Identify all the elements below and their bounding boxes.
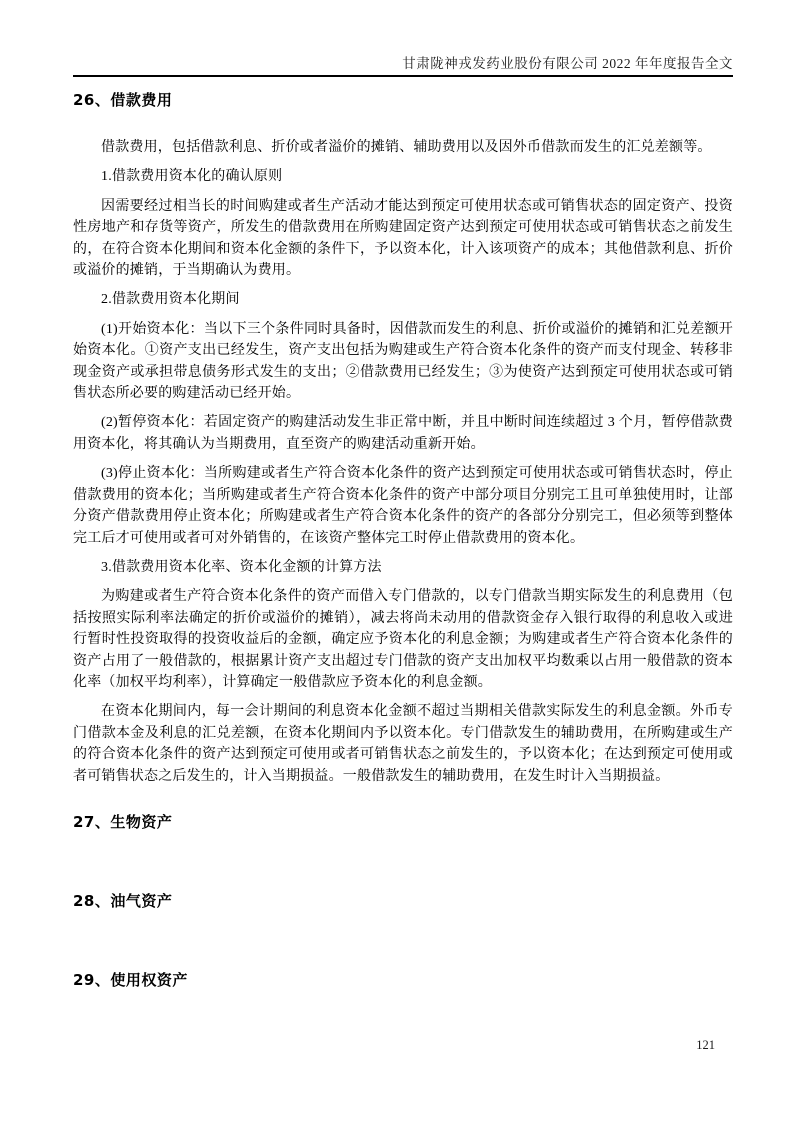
section-heading-29-right-of-use-assets: 29、使用权资产 [73, 970, 188, 989]
section-heading-27-biological-assets: 27、生物资产 [73, 812, 173, 831]
page-header-title: 甘肃陇神戎发药业股份有限公司 2022 年年度报告全文 [402, 56, 733, 71]
section-heading-28-oil-gas-assets: 28、油气资产 [73, 891, 173, 910]
subheading-capitalization-recognition-principle: 1.借款费用资本化的确认原则 [101, 169, 283, 185]
paragraph-capitalization-rate-body-2: 在资本化期间内，每一会计期间的利息资本化金额不超过当期相关借款实际发生的利息金额。外币专门借款本金及利息的汇兑差额，在资本化期间内予以资本化。专门借款发生的辅助费用，在所购建或生产的符合资本化条件的资产达到预定可使用或者可销售状态之前发生的，予以资本化；在达到预定可使用或者可销售状态之后发生的，计入当期损益。一般借款发生的辅助费用，在发生时计入当期损益。 [73, 704, 733, 784]
page-number: 121 [696, 1038, 715, 1052]
paragraph-capitalization-start: (1)开始资本化：当以下三个条件同时具备时，因借款而发生的利息、折价或溢价的摊销和汇兑差额开始资本化。①资产支出已经发生，资产支出包括为购建或生产符合资本化条件的资产而支付现金、转移非现金资产或承担带息债务形式发生的支出；②借款费用已经发生；③为使资产达到预定可使用状态或可销售状态所必要的购建活动已经开始。 [73, 321, 733, 402]
subheading-capitalization-period: 2.借款费用资本化期间 [101, 292, 240, 308]
paragraph-capitalization-cease: (3)停止资本化：当所购建或者生产符合资本化条件的资产达到预定可使用状态或可销售状态时，停止借款费用的资本化；当所购建或者生产符合资本化条件的资产中部分项目分别完工且可单独使用时，让部分资产借款费用停止资本化；所购建或者生产符合资本化条件的资产的各部分分别完工，但必须等到整体完工后才可使用或者可对外销售的，在该资产整体完工时停止借款费用的资本化。 [73, 466, 733, 546]
section-heading-26-borrowing-costs: 26、借款费用 [73, 91, 173, 109]
page-content [73, 90, 733, 990]
paragraph-capitalization-suspend: (2)暂停资本化：若固定资产的购建活动发生非正常中断，并且中断时间连续超过 3 个月，暂停借款费用资本化，将其确认为当期费用，直至资产的购建活动重新开始。 [73, 415, 733, 452]
paragraph-capitalization-rate-body-1: 为购建或者生产符合资本化条件的资产而借入专门借款的，以专门借款当期实际发生的利息费用（包括按照实际利率法确定的折价或溢价的摊销），减去将尚未动用的借款资金存入银行取得的利息收入或进行暂时性投资取得的投资收益后的金额，确定应予资本化的利息金额；为购建或者生产符合资本化条件的资产占用了一般借款的，根据累计资产支出超过专门借款的资产支出加权平均数乘以占用一般借款的资本化率（加权平均利率），计算确定一般借款应予资本化的利息金额。 [73, 589, 733, 690]
header-divider-rule [73, 75, 733, 77]
paragraph-capitalization-recognition-body: 因需要经过相当长的时间购建或者生产活动才能达到预定可使用状态或可销售状态的固定资产、投资性房地产和存货等资产，所发生的借款费用在所购建固定资产达到预定可使用状态或可销售状态之前发生的，在符合资本化期间和资本化金额的条件下，予以资本化，计入该项资产的成本；其他借款利息、折价或溢价的摊销，于当期确认为费用。 [73, 198, 733, 279]
paragraph-borrowing-costs-definition: 借款费用，包括借款利息、折价或者溢价的摊销、辅助费用以及因外币借款而发生的汇兑差额等。 [101, 140, 712, 155]
subheading-capitalization-rate-method: 3.借款费用资本化率、资本化金额的计算方法 [101, 559, 382, 575]
